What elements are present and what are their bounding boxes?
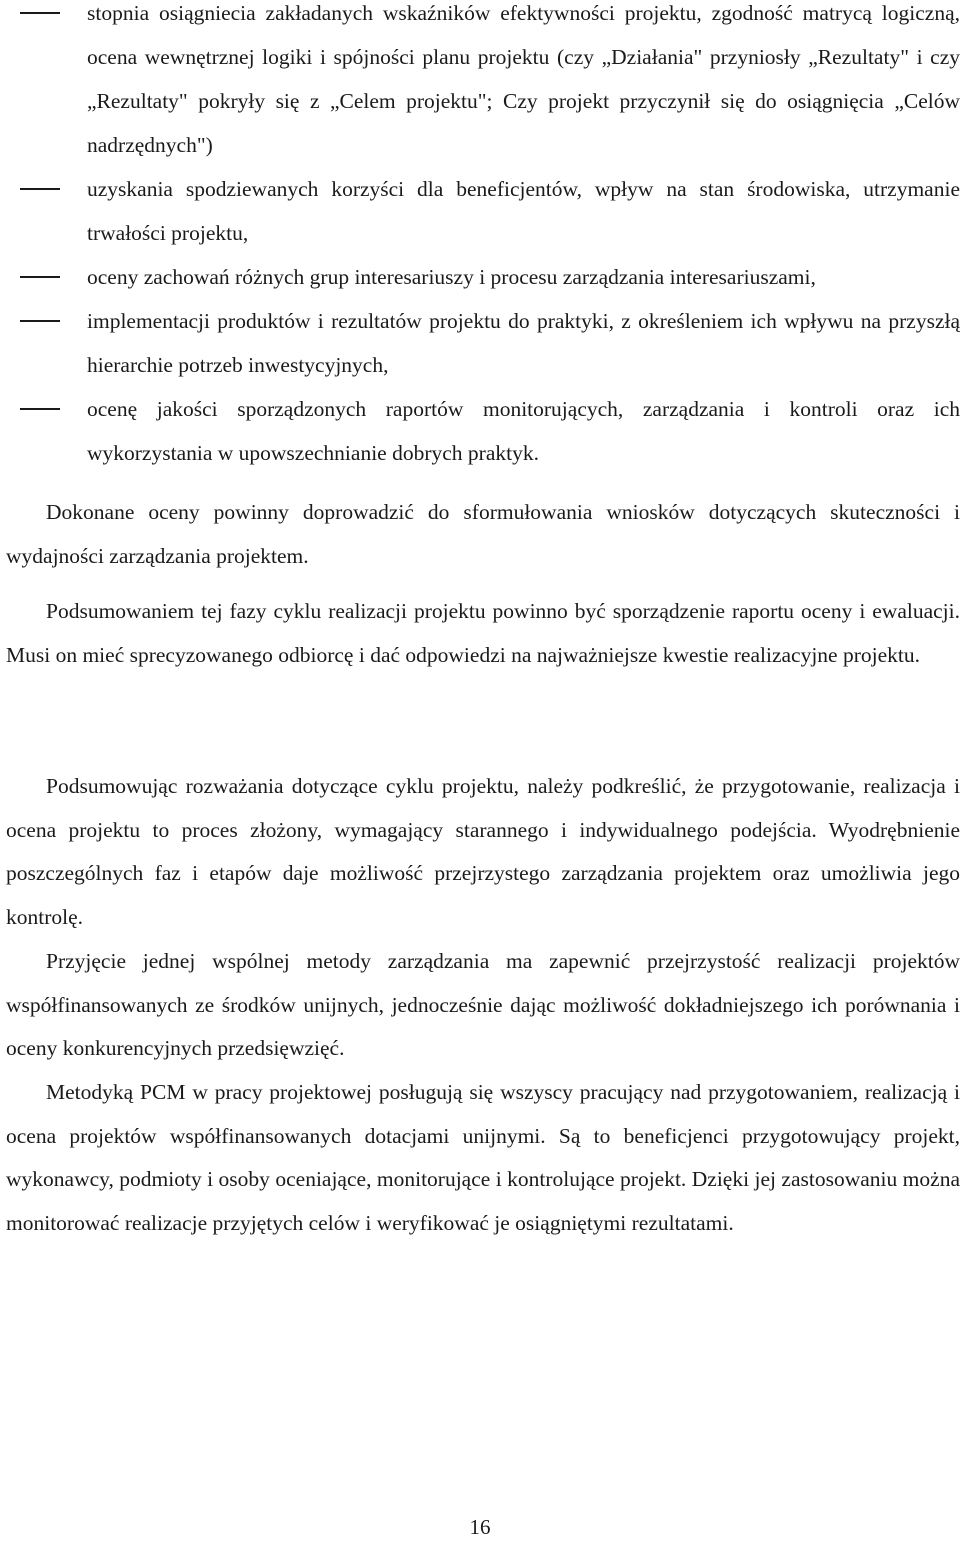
paragraph-common-method: Przyjęcie jednej wspólnej metody zarządzania ma zapewnić przejrzystość realizacji projektów współfinansowanych ze środków unijnych, jednocześnie dając możliwość dokładniejszego ich porównania i oceny konkurencyjnych przedsięwzięć. xyxy=(6,949,960,1061)
list-item-text: oceny zachowań różnych grup interesariuszy i procesu zarządzania interesariuszami, xyxy=(87,265,816,289)
dash-bullet-icon xyxy=(20,12,60,14)
list-item-text: implementacji produktów i rezultatów projektu do praktyki, z określeniem ich wpływu na przyszłą hierarchie potrzeb inwestycyjnych, xyxy=(87,309,960,377)
list-item xyxy=(0,299,960,387)
dash-bullet-icon xyxy=(20,276,60,278)
page-number: 16 xyxy=(469,1515,491,1539)
list-item xyxy=(0,255,960,299)
list-item xyxy=(0,0,960,167)
list-item xyxy=(0,387,960,475)
list-item xyxy=(0,167,960,255)
list-item-text: stopnia osiągniecia zakładanych wskaźników efektywności projektu, zgodność matrycą logiczną, ocena wewnętrznej logiki i spójności planu projektu (czy „Działania" przyniosły „Rezultaty" i czy „Rezultaty" pokryły się z „Celem projektu"; Czy projekt przyczynił się do osiągnięcia „Celów nadrzędnych") xyxy=(87,1,960,157)
paragraph-conclusions: Dokonane oceny powinny doprowadzić do sformułowania wniosków dotyczących skuteczności i wydajności zarządzania projektem. xyxy=(6,500,960,568)
dash-bullet-icon xyxy=(20,188,60,190)
list-item-text: uzyskania spodziewanych korzyści dla beneficjentów, wpływ na stan środowiska, utrzymanie trwałości projektu, xyxy=(87,177,960,245)
dash-bullet-icon xyxy=(20,408,60,410)
dash-bullet-icon xyxy=(20,320,60,322)
paragraph-project-cycle: Podsumowując rozważania dotyczące cyklu projektu, należy podkreślić, że przygotowanie, realizacja i ocena projektu to proces złożony, wymagający starannego i indywidualnego podejścia. Wyodrębnienie poszczególnych faz i etapów daje możliwość przejrzystego zarządzania projektem oraz umożliwia jego kontrolę. xyxy=(6,774,960,930)
paragraph-pcm-methodology: Metodyką PCM w pracy projektowej posługują się wszyscy pracujący nad przygotowaniem, realizacją i ocena projektów współfinansowanych dotacjami unijnymi. Są to beneficjenci przygotowujący projekt, wykonawcy, podmioty i osoby oceniające, monitorujące i kontrolujące projekt. Dzięki jej zastosowaniu można monitorować realizacje przyjętych celów i weryfikować je osiągniętymi rezultatami. xyxy=(6,1080,960,1236)
bullet-list xyxy=(0,0,960,475)
paragraph-summary-report: Podsumowaniem tej fazy cyklu realizacji projektu powinno być sporządzenie raportu oceny i ewaluacji. Musi on mieć sprecyzowanego odbiorcę i dać odpowiedzi na najważniejsze kwestie realizacyjne projektu. xyxy=(6,599,960,667)
list-item-text: ocenę jakości sporządzonych raportów monitorujących, zarządzania i kontroli oraz ich wykorzystania w upowszechnianie dobrych praktyk. xyxy=(87,397,960,465)
